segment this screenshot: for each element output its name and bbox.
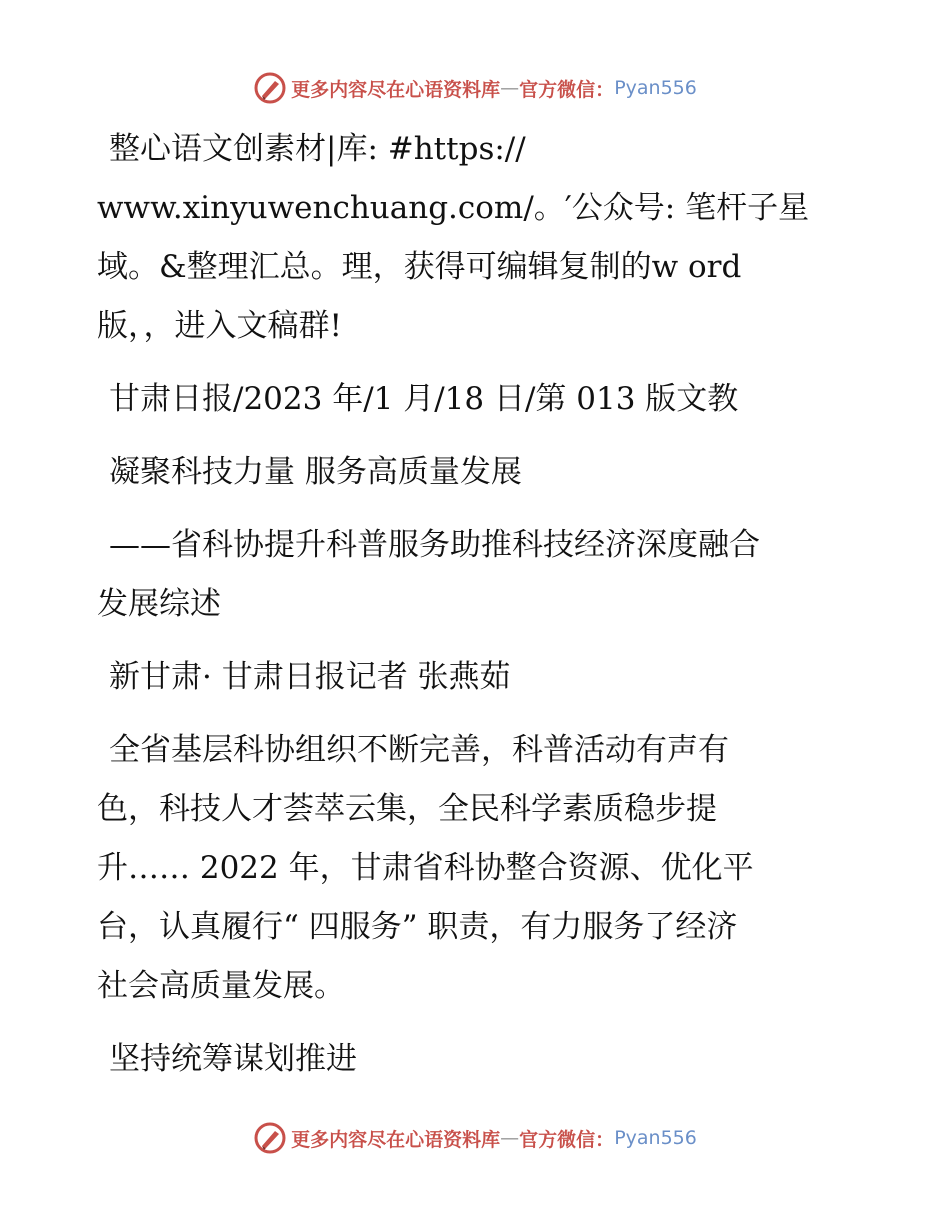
banner-title: 更多内容尽在心语资料库: [291, 78, 501, 101]
body-line: 台，认真履行“ 四服务” 职责，有力服务了经济: [97, 909, 738, 945]
byline: 新甘肃· 甘肃日报记者 张燕茹: [109, 659, 511, 695]
subtitle-line: 发展综述: [97, 586, 221, 622]
banner-wechat-id: Pyan556: [614, 77, 697, 99]
footer-banner: [0, 1118, 950, 1158]
banner-wechat-id: Pyan556: [614, 1127, 697, 1149]
body-line: 社会高质量发展。: [97, 968, 345, 1004]
banner-dash: —: [500, 1127, 520, 1149]
body-line: 全省基层科协组织不断完善，科普活动有声有: [109, 732, 729, 768]
banner-official-label: 官方微信：: [519, 78, 615, 101]
banner-official-label: 官方微信：: [519, 1128, 615, 1151]
article-subtitle: [97, 516, 857, 634]
intro-line: www.xinyuwenchuang.com/。′公众号: 笔杆子星: [97, 190, 810, 226]
header-banner: [0, 68, 950, 108]
pen-logo-icon: [253, 1121, 287, 1155]
body-paragraph: [97, 721, 857, 1016]
pen-logo-icon: [253, 71, 287, 105]
source-line: 甘肃日报/2023 年/1 月/18 日/第 013 版文教: [109, 381, 739, 417]
banner-dash: —: [500, 77, 520, 99]
intro-line: 整心语文创素材|库: #https://: [109, 131, 526, 167]
intro-line: 域。&整理汇总。理，获得可编辑复制的w ord: [97, 249, 742, 285]
document-body: [97, 120, 857, 1103]
body-line: 色，科技人才荟萃云集，全民科学素质稳步提: [97, 791, 717, 827]
intro-paragraph: [97, 120, 857, 356]
article-title: 凝聚科技力量 服务高质量发展: [109, 454, 522, 490]
intro-line: 版，，进入文稿群!: [97, 308, 342, 344]
banner-title: 更多内容尽在心语资料库: [291, 1128, 501, 1151]
body-line: 升…… 2022 年，甘肃省科协整合资源、优化平: [97, 850, 754, 886]
subtitle-line: ——省科协提升科普服务助推科技经济深度融合: [109, 527, 760, 563]
section-heading: 坚持统筹谋划推进: [109, 1041, 357, 1077]
